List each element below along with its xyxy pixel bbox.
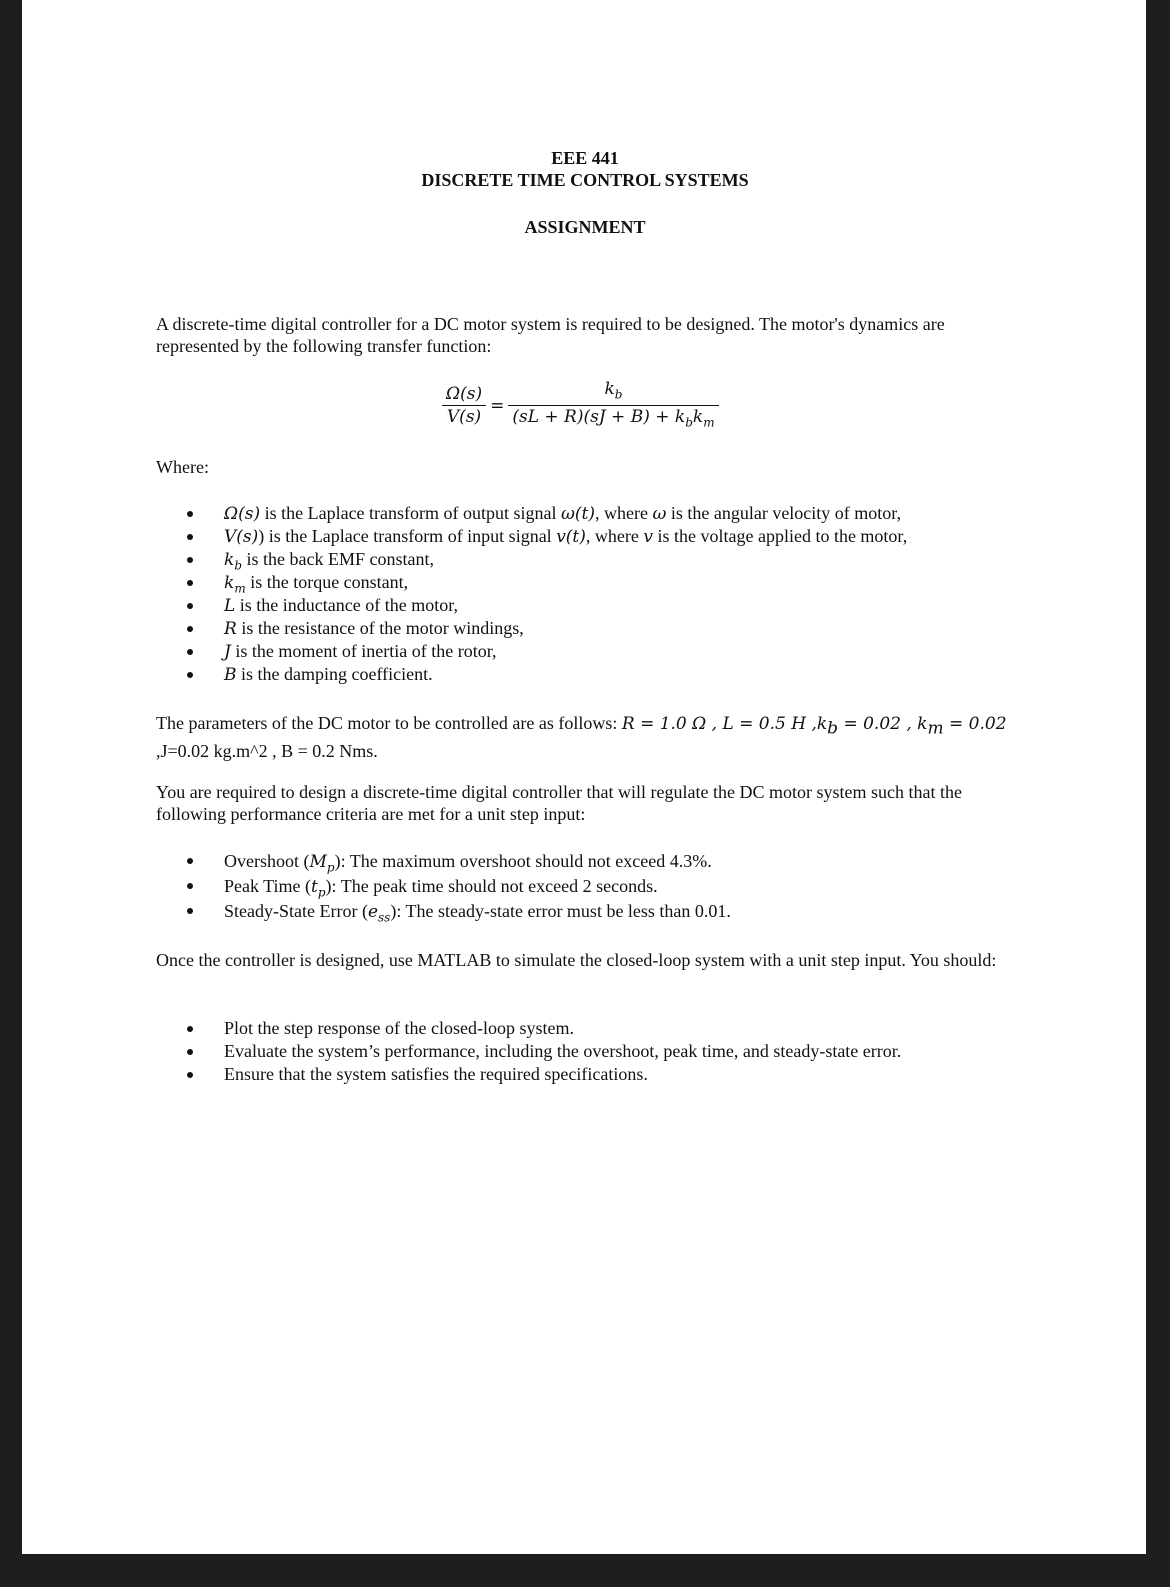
list-item: Peak Time $(t_p)$: The peak time should not exceed 2 seconds. [182,874,731,899]
course-code: EEE 441 [551,148,619,168]
list-item: J is the moment of inertia of the rotor, [182,640,907,663]
list-item: Ω(s) is the Laplace transform of output signal ω(t), where ω is the angular velocity of motor, [182,502,907,525]
equals-sign: = [490,395,505,416]
list-item: Overshoot $(M_p)$: The maximum overshoot should not exceed 4.3%. [182,849,731,874]
rhs-numerator: $k_b$ [508,378,718,406]
assignment-heading: ASSIGNMENT [524,217,646,237]
matlab-paragraph: Once the controller is designed, use MATLAB to simulate the closed-loop system with a unit step input. You should: [156,950,997,970]
rhs-denominator: $(sL + R)(sJ + B) + k_bk_m$ [512,407,715,430]
transfer-function [442,378,719,434]
list-item: $k_b$ is the back EMF constant, [182,548,907,571]
rhs-fraction [508,378,718,434]
list-item: L is the inductance of the motor, [182,594,907,617]
list-item: R is the resistance of the motor windings, [182,617,907,640]
where-label: Where: [156,457,209,477]
list-item: B is the damping coefficient. [182,663,907,686]
list-item: V(s)) is the Laplace transform of input signal v(t), where v is the voltage applied to the motor, [182,525,907,548]
lhs-fraction [442,383,486,428]
task-list [182,1017,901,1086]
lhs-denominator: V(s) [446,407,482,428]
intro-paragraph: A discrete-time digital controller for a DC motor system is required to be designed. The motor's dynamics are represented by the following transfer function: [156,314,945,356]
parameters-paragraph: The parameters of the DC motor to be controlled are as follows: R = 1.0 Ω , L = 0.5 H $,k_b = 0.02$ , $k_m = 0.02$ ,J=0.02 kg.m^2 , B = 0.2 Nms. [156,713,1007,761]
definition-list [182,502,907,686]
course-title: DISCRETE TIME CONTROL SYSTEMS [421,170,749,190]
lhs-numerator: Ω(s) [442,383,486,406]
list-item: Evaluate the system’s performance, including the overshoot, peak time, and steady-state error. [182,1040,901,1063]
list-item: Plot the step response of the closed-loop system. [182,1017,901,1040]
criteria-list [182,849,731,924]
list-item: $k_m$ is the torque constant, [182,571,907,594]
list-item: Steady-State Error $(e_{ss})$: The steady-state error must be less than 0.01. [182,899,731,924]
list-item: Ensure that the system satisfies the required specifications. [182,1063,901,1086]
requirement-paragraph: You are required to design a discrete-time digital controller that will regulate the DC motor system such that the following performance criteria are met for a unit step input: [156,782,962,824]
